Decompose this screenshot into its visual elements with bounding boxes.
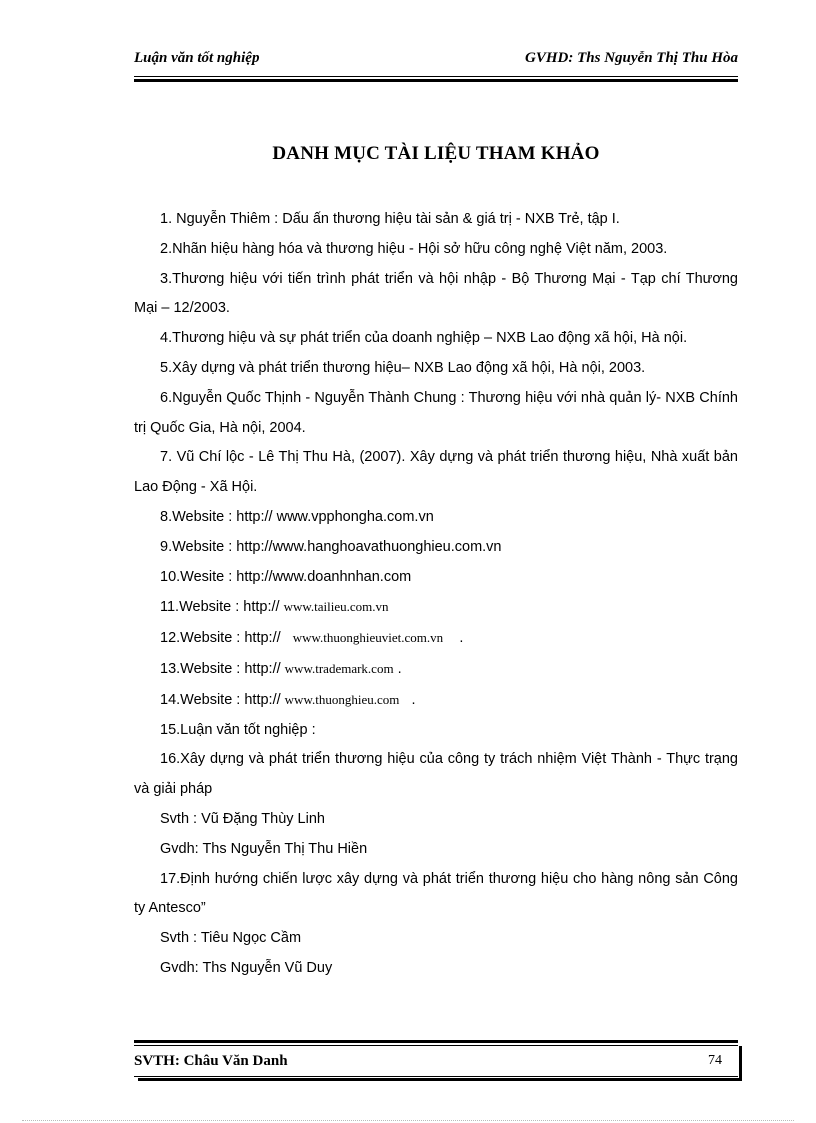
footer-author: SVTH: Châu Văn Danh: [134, 1053, 288, 1069]
reference-item: 3.Thương hiệu với tiến trình phát triển và hội nhập - Bộ Thương Mại - Tạp chí Thương Mại – 12/2003.: [134, 270, 738, 317]
website-url: www.tailieu.com.vn: [283, 599, 389, 615]
reference-item: 4.Thương hiệu và sự phát triển của doanh nghiệp – NXB Lao động xã hội, Hà nội.: [160, 330, 688, 347]
header-rule-thin: [134, 76, 738, 77]
website-prefix: 14.Website : http://: [160, 691, 281, 708]
reference-item: 10.Wesite : http://www.doanhnhan.com: [160, 568, 412, 585]
reference-item: 1. Nguyễn Thiêm : Dấu ấn thương hiệu tài sản & giá trị - NXB Trẻ, tập I.: [160, 211, 620, 227]
header-left-text: Luận văn tốt nghiệp: [134, 50, 260, 66]
reference-item: 16.Xây dựng và phát triển thương hiệu của công ty trách nhiệm Việt Thành - Thực trạng và giải pháp: [134, 751, 738, 798]
page-edge-divider: [22, 1120, 794, 1121]
reference-item: 7. Vũ Chí lộc - Lê Thị Thu Hà, (2007). Xây dựng và phát triển thương hiệu, Nhà xuất bản Lao Động - Xã Hội.: [134, 449, 738, 496]
reference-item: Svth : Tiêu Ngọc Cầm: [160, 930, 302, 947]
reference-website-item: [134, 623, 738, 654]
website-prefix: 11.Website : http://: [160, 599, 280, 616]
page-title: DANH MỤC TÀI LIỆU THAM KHẢO: [272, 143, 600, 164]
website-prefix: 13.Website : http://: [160, 660, 281, 677]
reference-item: 8.Website : http:// www.vpphongha.com.vn: [160, 508, 434, 525]
footer-shadow-horizontal: [138, 1078, 742, 1081]
website-url: www.thuonghieuviet.com.vn: [292, 630, 444, 646]
reference-item: Gvdh: Ths Nguyễn Thị Thu Hiền: [160, 840, 368, 857]
reference-website-item: [134, 685, 738, 716]
header-rule-thick: [134, 79, 738, 82]
reference-item: 2.Nhãn hiệu hàng hóa và thương hiệu - Hội sở hữu công nghệ Việt năm, 2003.: [160, 240, 668, 257]
reference-item: 6.Nguyễn Quốc Thịnh - Nguyễn Thành Chung : Thương hiệu với nhà quản lý- NXB Chính trị Quốc Gia, Hà nội, 2004.: [134, 389, 738, 436]
page-footer: [134, 1053, 738, 1073]
footer-rule-thin: [134, 1045, 738, 1046]
footer-rule-thick: [134, 1040, 738, 1043]
reference-website-item: [134, 654, 738, 685]
footer-shadow-vertical: [739, 1046, 742, 1081]
reference-item: 15.Luận văn tốt nghiệp :: [160, 721, 316, 738]
reference-item: Gvdh: Ths Nguyễn Vũ Duy: [160, 959, 333, 976]
website-suffix: .: [411, 691, 416, 708]
reference-list: [134, 205, 738, 984]
reference-website-item: [134, 592, 738, 623]
reference-item: 17.Định hướng chiến lược xây dựng và phát triển thương hiệu cho hàng nông sản Công ty Antesco”: [134, 870, 738, 917]
website-url: www.trademark.com: [284, 660, 394, 676]
website-url: www.thuonghieu.com: [284, 691, 400, 707]
website-prefix: 12.Website : http://: [160, 630, 281, 647]
reference-item: 9.Website : http://www.hanghoavathuonghieu.com.vn: [160, 538, 502, 555]
page-number: 74: [708, 1053, 722, 1068]
page-header: [134, 50, 738, 72]
reference-item: Svth : Vũ Đặng Thùy Linh: [160, 810, 325, 827]
header-right-text: GVHD: Ths Nguyễn Thị Thu Hòa: [525, 50, 738, 66]
reference-item: 5.Xây dựng và phát triển thương hiệu– NXB Lao động xã hội, Hà nội, 2003.: [160, 359, 646, 376]
footer-bottom-rule: [134, 1076, 738, 1077]
website-suffix: .: [397, 660, 402, 677]
website-suffix: .: [459, 630, 464, 647]
